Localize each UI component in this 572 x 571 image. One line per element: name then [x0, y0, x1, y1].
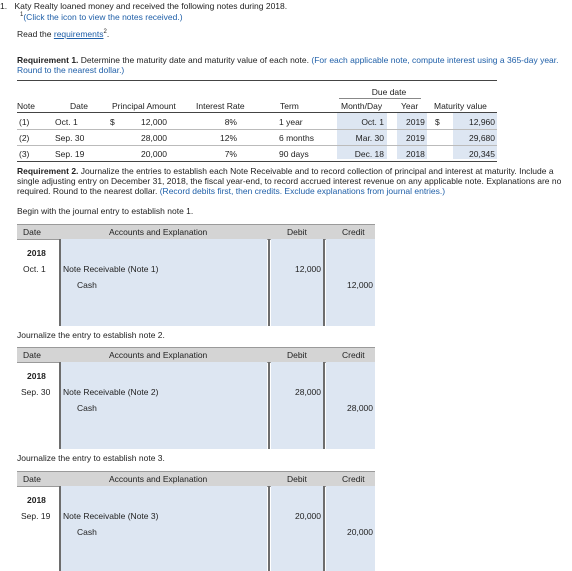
column-separator	[268, 362, 270, 449]
req1-hint-line1: (For each applicable note, compute interest using a 365-day year.	[311, 55, 559, 65]
req2-text-line2: single adjusting entry on December 31, 2018, the fiscal year-end, to record accrued interest revenue on any applicable note. Explanations are no	[17, 176, 562, 186]
debit-account[interactable]: Note Receivable (Note 2)	[63, 387, 159, 397]
table-row	[17, 115, 497, 129]
note-date: Sep. 19	[55, 149, 85, 159]
column-separator	[59, 239, 61, 326]
due-month-day[interactable]: Oct. 1	[361, 117, 384, 127]
problem-number: 1.	[0, 1, 8, 11]
column-separator	[323, 239, 325, 326]
credit-amount[interactable]: 20,000	[347, 527, 373, 537]
row-divider	[17, 145, 497, 146]
header-debit: Debit	[287, 474, 307, 484]
header-date: Date	[23, 227, 41, 237]
debit-amount[interactable]: 20,000	[295, 511, 321, 521]
interest-rate: 8%	[224, 117, 237, 127]
req1-hint-line2: Round to the nearest dollar.)	[17, 65, 125, 75]
entry-year: 2018	[27, 371, 46, 381]
req1-text: Determine the maturity date and maturity value of each note.	[80, 55, 309, 65]
journal-body	[17, 239, 375, 326]
header-accounts: Accounts and Explanation	[109, 474, 208, 484]
col-month-day: Month/Day	[341, 101, 383, 111]
debit-input[interactable]	[271, 486, 323, 571]
debit-input[interactable]	[271, 362, 323, 449]
journal-header	[17, 471, 375, 487]
journal-1-prompt: Begin with the journal entry to establish note 1.	[17, 206, 194, 216]
currency-symbol: $	[110, 117, 115, 127]
req2-hint: (Record debits first, then credits. Exclude explanations from journal entries.)	[159, 186, 446, 196]
due-month-day[interactable]: Dec. 18	[354, 149, 384, 159]
problem-header	[0, 1, 287, 11]
credit-account[interactable]: Cash	[77, 280, 97, 290]
notes-link[interactable]: (Click the icon to view the notes received.)	[23, 12, 183, 22]
col-year: Year	[401, 101, 419, 111]
header-credit: Credit	[342, 474, 365, 484]
col-rate: Interest Rate	[196, 101, 245, 111]
header-accounts: Accounts and Explanation	[109, 350, 208, 360]
note-date: Sep. 30	[55, 133, 85, 143]
term: 6 months	[279, 133, 314, 143]
journal-body	[17, 486, 375, 571]
due-date-rule	[339, 98, 421, 99]
journal-header	[17, 347, 375, 363]
table-bottom-rule	[17, 161, 497, 162]
journal-body	[17, 362, 375, 449]
note-date: Oct. 1	[55, 117, 78, 127]
credit-account[interactable]: Cash	[77, 527, 97, 537]
entry-year: 2018	[27, 248, 46, 258]
header-debit: Debit	[287, 350, 307, 360]
header-credit: Credit	[342, 350, 365, 360]
requirements-footnote: 2	[103, 29, 107, 36]
req2-line3	[17, 186, 445, 196]
entry-date: Oct. 1	[23, 264, 46, 274]
principal-amount: 20,000	[141, 149, 167, 159]
credit-amount[interactable]: 28,000	[347, 403, 373, 413]
entry-date: Sep. 30	[21, 387, 51, 397]
debit-account[interactable]: Note Receivable (Note 1)	[63, 264, 159, 274]
journal-table-1	[17, 224, 375, 326]
col-maturity: Maturity value	[434, 101, 487, 111]
debit-amount[interactable]: 12,000	[295, 264, 321, 274]
entry-date: Sep. 19	[21, 511, 51, 521]
req2-label: Requirement 2.	[17, 166, 79, 176]
row-divider	[17, 129, 497, 130]
column-separator	[323, 486, 325, 571]
header-date: Date	[23, 350, 41, 360]
due-month-day[interactable]: Mar. 30	[355, 133, 384, 143]
col-date: Date	[70, 101, 88, 111]
table-row	[17, 131, 497, 145]
col-term: Term	[280, 101, 299, 111]
read-requirements-row	[17, 29, 109, 39]
due-year[interactable]: 2019	[406, 133, 425, 143]
req2-text-line3: required. Round to the nearest dollar.	[17, 186, 158, 196]
interest-rate: 12%	[219, 133, 237, 143]
journal-header	[17, 224, 375, 240]
maturity-value[interactable]: 20,345	[469, 149, 495, 159]
header-debit: Debit	[287, 227, 307, 237]
debit-input[interactable]	[271, 239, 323, 326]
debit-account[interactable]: Note Receivable (Note 3)	[63, 511, 159, 521]
notes-link-row[interactable]	[20, 12, 183, 22]
credit-amount[interactable]: 12,000	[347, 280, 373, 290]
interest-rate: 7%	[224, 149, 237, 159]
journal-table-3	[17, 471, 375, 571]
principal-amount: 28,000	[141, 133, 167, 143]
requirement-2	[17, 166, 572, 176]
debit-amount[interactable]: 28,000	[295, 387, 321, 397]
term: 1 year	[279, 117, 303, 127]
credit-account[interactable]: Cash	[77, 403, 97, 413]
header-credit: Credit	[342, 227, 365, 237]
problem-statement: Katy Realty loaned money and received the following notes during 2018.	[14, 1, 288, 11]
header-accounts: Accounts and Explanation	[109, 227, 208, 237]
column-separator	[323, 362, 325, 449]
principal-amount: 12,000	[141, 117, 167, 127]
note-number: (1)	[19, 117, 30, 127]
requirements-link[interactable]: requirements	[53, 29, 104, 39]
column-separator	[268, 239, 270, 326]
read-prefix: Read the	[17, 29, 52, 39]
header-date: Date	[23, 474, 41, 484]
journal-3-prompt: Journalize the entry to establish note 3.	[17, 453, 165, 463]
due-date-header: Due date	[371, 87, 407, 97]
due-year[interactable]: 2019	[406, 117, 425, 127]
col-principal: Principal Amount	[112, 101, 176, 111]
journal-table-2	[17, 347, 375, 449]
maturity-value[interactable]: 29,680	[469, 133, 495, 143]
requirements-suffix: .	[106, 29, 110, 39]
term: 90 days	[279, 149, 309, 159]
currency-symbol: $	[435, 117, 440, 127]
note-number: (2)	[19, 133, 30, 143]
entry-year: 2018	[27, 495, 46, 505]
column-separator	[268, 486, 270, 571]
req2-text-line1: Journalize the entries to establish each Note Receivable and to record collection of principal and interest at maturity. Include a	[80, 166, 554, 176]
notes-footnote: 1	[20, 12, 24, 19]
journal-2-prompt: Journalize the entry to establish note 2.	[17, 330, 165, 340]
column-separator	[59, 486, 61, 571]
maturity-value[interactable]: 12,960	[469, 117, 495, 127]
note-number: (3)	[19, 149, 30, 159]
due-year[interactable]: 2018	[406, 149, 425, 159]
table-row	[17, 147, 497, 161]
col-note: Note	[17, 101, 35, 111]
requirement-1	[17, 55, 572, 65]
req1-label: Requirement 1.	[17, 55, 79, 65]
table1-top-rule	[17, 80, 497, 81]
column-separator	[59, 362, 61, 449]
